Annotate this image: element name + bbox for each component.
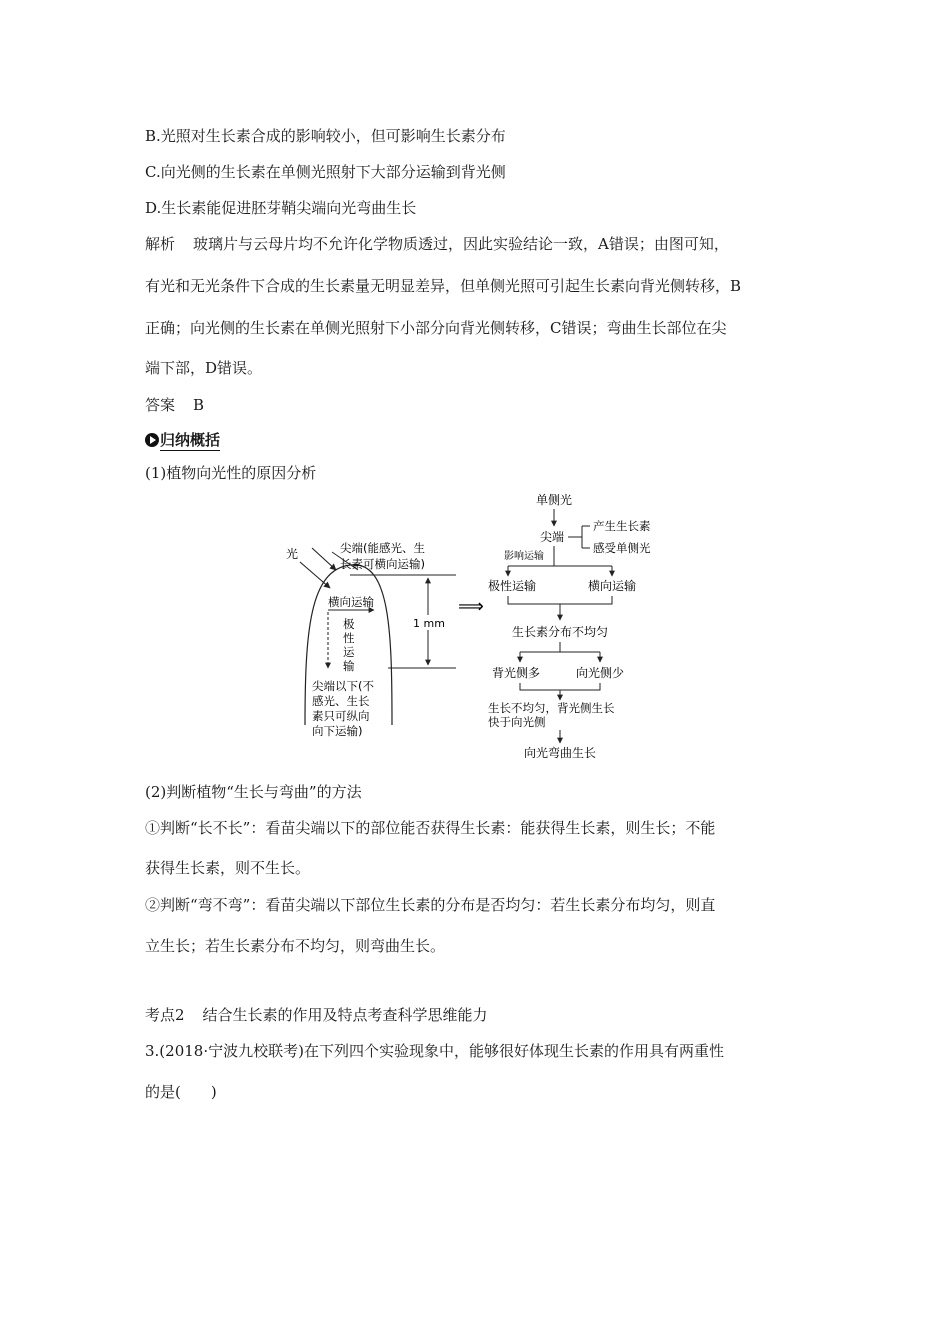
- implies-arrow: ⟹: [458, 596, 484, 617]
- bend-node: 向光弯曲生长: [524, 746, 597, 760]
- option-d: D.生长素能促进胚芽鞘尖端向光弯曲生长: [145, 199, 417, 217]
- question3-line-2: 的是( ): [145, 1083, 217, 1101]
- polar-char-1: 极: [343, 617, 355, 631]
- sense-label: 感受单侧光: [593, 541, 651, 555]
- play-circle-icon: [145, 433, 159, 447]
- method-p2-line-2: 立生长；若生长素分布不均匀，则弯曲生长。: [145, 937, 446, 955]
- polar-transport-node: 极性运输: [488, 579, 537, 593]
- split-2: [520, 642, 600, 652]
- topic-label: 考点2: [145, 1006, 185, 1024]
- analysis-line-3: 正确；向光侧的生长素在单侧光照射下小部分向背光侧转移，C错误；弯曲生长部位在尖: [145, 319, 727, 337]
- answer-label: 答案: [145, 396, 176, 414]
- item1-title: (1)植物向光性的原因分析: [145, 464, 317, 482]
- analysis-line-2: 有光和无光条件下合成的生长素量无明显差异，但单侧光照可引起生长素向背光侧转移，B: [145, 277, 742, 295]
- polar-char-4: 输: [343, 659, 355, 673]
- below-label-3: 素只可纵向: [312, 709, 370, 723]
- back-more-node: 背光侧多: [492, 666, 541, 680]
- tip-label-1: 尖端(能感光、生: [340, 541, 425, 555]
- analysis-line-4: 端下部，D错误。: [145, 359, 263, 377]
- topic-text: 结合生长素的作用及特点考查科学思维能力: [202, 1006, 488, 1024]
- below-label-4: 向下运输): [312, 724, 363, 738]
- method-p1-line-1: ①判断“长不长”：看苗尖端以下的部位能否获得生长素：能获得生长素，则生长；不能: [145, 819, 716, 837]
- tip-label-2: 长素可横向运输): [340, 557, 425, 571]
- answer-line: [145, 395, 204, 415]
- summary-heading: [145, 430, 220, 450]
- method-p1-line-2: 获得生长素，则不生长。: [145, 859, 311, 877]
- below-label-1: 尖端以下(不: [312, 679, 374, 693]
- light-arrow-1: [300, 562, 330, 588]
- uneven-node: 生长素分布不均匀: [512, 625, 609, 639]
- topic-line: [145, 1005, 488, 1025]
- light-label: 光: [286, 547, 299, 561]
- analysis-text-1: 玻璃片与云母片均不允许化学物质透过，因此实验结论一致，A错误；由图可知，: [193, 235, 729, 253]
- phototropism-diagram: [270, 490, 690, 765]
- lateral-transport-node: 横向运输: [588, 579, 637, 593]
- method-title: (2)判断植物“生长与弯曲”的方法: [145, 783, 362, 801]
- answer-value: B: [193, 396, 205, 414]
- option-c: C.向光侧的生长素在单侧光照射下大部分运输到背光侧: [145, 163, 506, 181]
- growth-node-2: 快于向光侧: [488, 715, 546, 729]
- summary-heading-text: 归纳概括: [160, 431, 221, 449]
- light-arrow-2: [312, 548, 336, 570]
- produce-label: 产生生长素: [593, 519, 651, 533]
- distance-label: 1 mm: [413, 617, 445, 630]
- polar-char-2: 性: [343, 631, 355, 645]
- method-p2-line-1: ②判断“弯不弯”：看苗尖端以下部位生长素的分布是否均匀：若生长素分布均匀，则直: [145, 896, 716, 914]
- front-less-node: 向光侧少: [576, 666, 625, 680]
- merge-brace-1: [508, 596, 612, 620]
- transverse-label: 横向运输: [328, 595, 374, 609]
- affect-label: 影响运输: [504, 551, 544, 562]
- analysis-label: 解析: [145, 235, 176, 253]
- polar-char-3: 运: [343, 645, 355, 659]
- tip-node: 尖端: [540, 530, 565, 544]
- merge-brace-2: [520, 683, 600, 700]
- single-light-label: 单侧光: [536, 493, 573, 507]
- growth-node-1: 生长不均匀，背光侧生长: [488, 701, 615, 715]
- question3-line-1: 3.(2018·宁波九校联考)在下列四个实验现象中，能够很好体现生长素的作用具有两重性: [145, 1042, 724, 1060]
- below-label-2: 感光、生长: [312, 694, 370, 708]
- analysis-line-1: [145, 234, 729, 254]
- option-b: B.光照对生长素合成的影响较小，但可影响生长素分布: [145, 127, 506, 145]
